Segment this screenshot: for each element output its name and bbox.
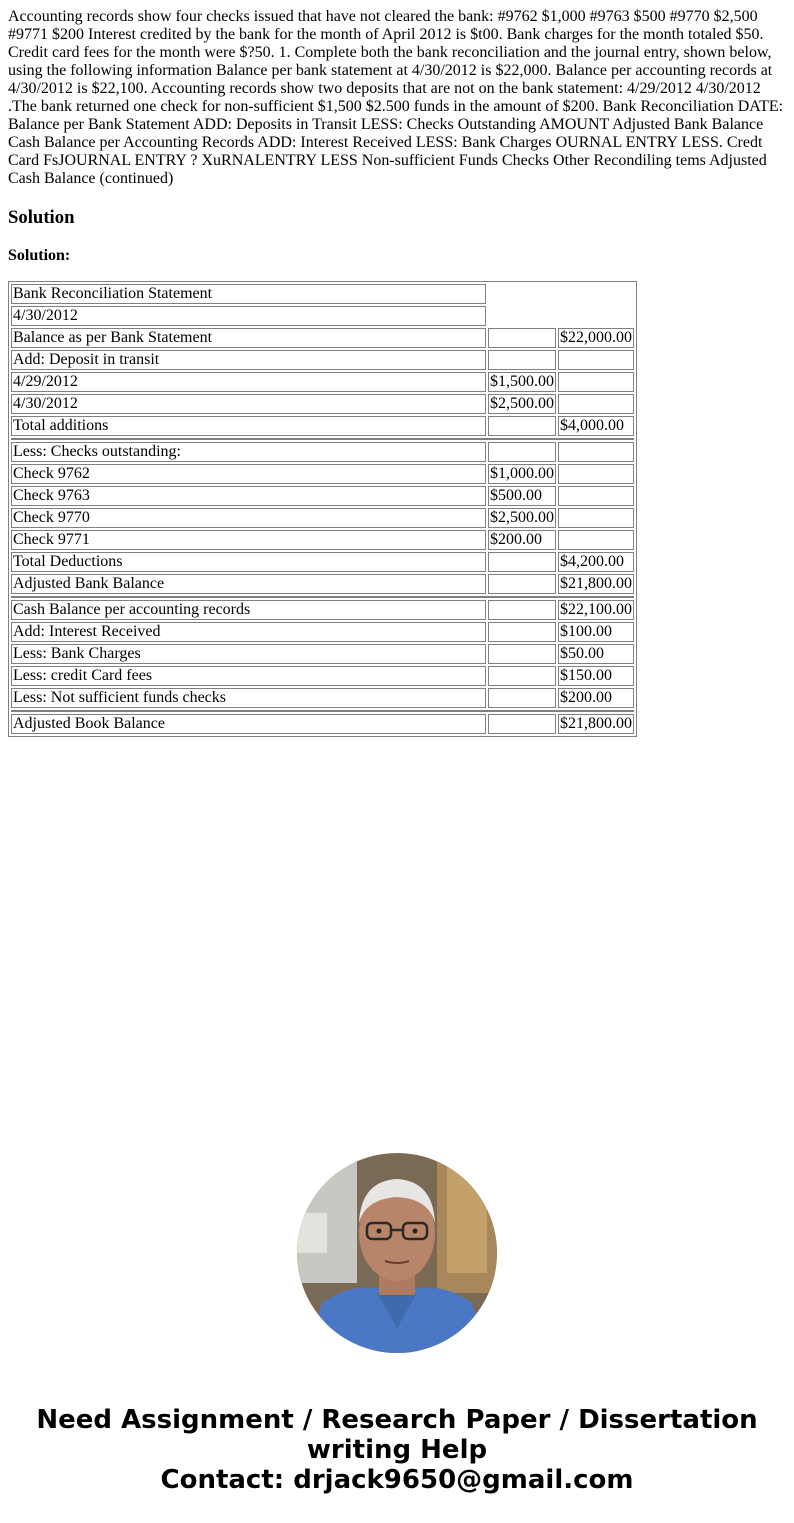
footer-line-1: Need Assignment / Research Paper / Dissertation: [36, 1405, 758, 1435]
row-total: $21,800.00: [560, 575, 632, 592]
row-total: [558, 530, 634, 550]
row-label: Adjusted Book Balance: [11, 714, 486, 734]
row-total: $100.00: [558, 622, 634, 642]
row-amount: $500.00: [488, 486, 556, 506]
row-label: Less: Bank Charges: [11, 644, 486, 664]
row-total: $150.00: [558, 666, 634, 686]
row-total: [558, 464, 634, 484]
footer-contact-email[interactable]: Contact: drjack9650@gmail.com: [160, 1465, 634, 1495]
bank-reconciliation-table: [8, 281, 637, 737]
row-total: $22,100.00: [560, 601, 632, 618]
table-row: [11, 600, 634, 620]
row-total: [558, 372, 634, 392]
row-total: [558, 486, 634, 506]
row-amount: $1,000.00: [490, 465, 554, 482]
row-label: Total Deductions: [11, 552, 486, 572]
row-amount: [488, 442, 556, 462]
table-row: [11, 328, 634, 348]
table-title: Bank Reconciliation Statement: [11, 284, 486, 304]
row-label: Balance as per Bank Statement: [11, 328, 486, 348]
table-row: [11, 530, 634, 550]
row-label: 4/29/2012: [11, 372, 486, 392]
table-divider: [11, 438, 634, 440]
row-label: Add: Deposit in transit: [11, 350, 486, 370]
row-label: Total additions: [11, 416, 486, 436]
row-amount: [488, 552, 556, 572]
table-row: [11, 464, 634, 484]
table-row: [11, 486, 634, 506]
table-row: [11, 416, 634, 436]
row-amount: [488, 666, 556, 686]
table-row: [11, 350, 634, 370]
row-label: Check 9762: [11, 464, 486, 484]
table-divider: [11, 710, 634, 712]
row-label: Less: credit Card fees: [11, 666, 486, 686]
table-row: [11, 574, 634, 594]
table-row: [11, 666, 634, 686]
row-total: [558, 394, 634, 414]
row-label: 4/30/2012: [11, 394, 486, 414]
row-label: Check 9763: [11, 486, 486, 506]
table-row: [11, 552, 634, 572]
table-row: [11, 442, 634, 462]
solution-label: Solution:: [8, 247, 71, 264]
table-row: [11, 644, 634, 664]
row-label: Less: Checks outstanding:: [11, 442, 486, 462]
row-total: $50.00: [558, 644, 634, 664]
row-total: $22,000.00: [560, 329, 632, 346]
row-label: Check 9770: [11, 508, 486, 528]
table-row: [11, 284, 634, 304]
table-row: [11, 714, 634, 734]
table-row: [11, 508, 634, 528]
row-amount: [488, 600, 556, 620]
footer-contact: [0, 1405, 794, 1495]
row-amount: [488, 622, 556, 642]
row-amount: [488, 644, 556, 664]
row-amount: [488, 574, 556, 594]
table-row: [11, 622, 634, 642]
row-amount: $2,500.00: [490, 395, 554, 412]
solution-heading: Solution: [8, 207, 75, 228]
row-label: Cash Balance per accounting records: [11, 600, 486, 620]
table-row: [11, 688, 634, 708]
row-total: $21,800.00: [560, 715, 632, 732]
row-amount: [488, 688, 556, 708]
row-amount: $1,500.00: [490, 373, 554, 390]
footer-line-2: writing Help: [306, 1435, 488, 1465]
row-amount: [488, 714, 556, 734]
table-divider: [11, 596, 634, 598]
table-row: [11, 394, 634, 414]
table-row: [11, 372, 634, 392]
row-total: $4,000.00: [558, 416, 634, 436]
author-avatar: [297, 1153, 497, 1353]
row-total: [558, 508, 634, 528]
row-label: Less: Not sufficient funds checks: [11, 688, 486, 708]
table-date: 4/30/2012: [11, 306, 486, 326]
row-amount: [488, 416, 556, 436]
row-total: [558, 350, 634, 370]
row-amount: $200.00: [488, 530, 556, 550]
row-label: Adjusted Bank Balance: [11, 574, 486, 594]
row-amount: [488, 350, 556, 370]
row-total: [558, 442, 634, 462]
row-total: $200.00: [558, 688, 634, 708]
row-label: Check 9771: [11, 530, 486, 550]
question-text: Accounting records show four checks issued that have not cleared the bank: #9762 $1,000 #9763 $500 #9770 $2,500 #9771 $200 Interest credited by the bank for the month of April 2012 is $t00. Bank charges for the month totaled $50. Credit card fees for the month were $?50. 1. Complete both the bank reconciliation and the journal entry, shown below, using the following information Balance per bank statement at 4/30/2012 is $22,000. Balance per accounting records at 4/30/2012 is $22,100. Accounting records show two deposits that are not on the bank statement: 4/29/2012 4/30/2012 .The bank returned one check for non-sufficient $1,500 $2.500 funds in the amount of $200. Bank Reconciliation DATE: Balance per Bank Statement ADD: Deposits in Transit LESS: Checks Outstanding AMOUNT Adjusted Bank Balance Cash Balance per Accounting Records ADD: Interest Received LESS: Bank Charges OURNAL ENTRY LESS. Credt Card FsJOURNAL ENTRY ? XuRNALENTRY LESS Non-sufficient Funds Checks Other Recondiling tems Adjusted Cash Balance (continued): [8, 8, 784, 187]
row-amount: [488, 328, 556, 348]
row-label: Add: Interest Received: [11, 622, 486, 642]
row-total: $4,200.00: [558, 552, 634, 572]
row-amount: $2,500.00: [490, 509, 554, 526]
